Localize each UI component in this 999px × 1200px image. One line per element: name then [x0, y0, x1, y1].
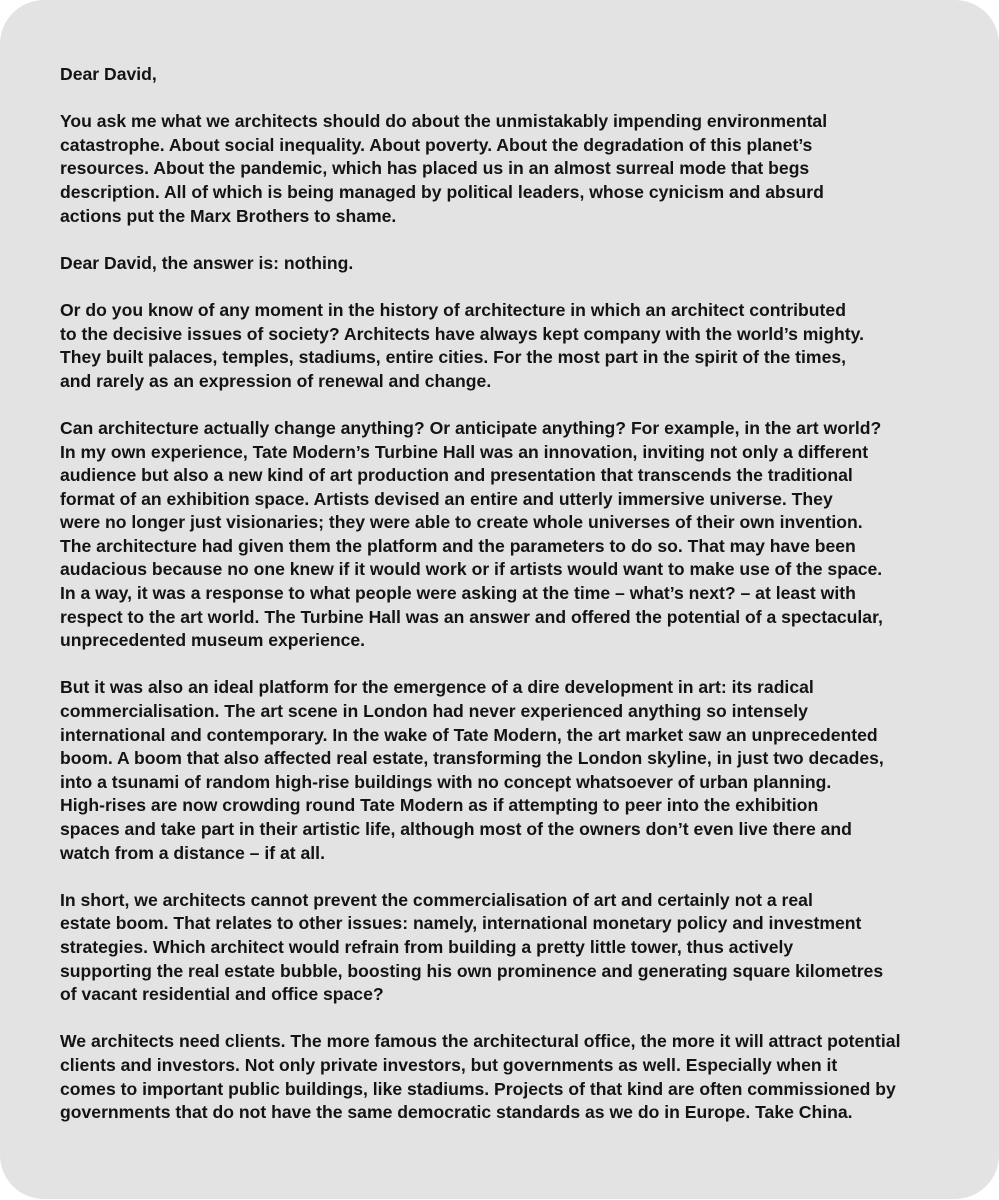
letter-body: [60, 63, 960, 1125]
letter-paragraph: You ask me what we architects should do about the unmistakably impending environmental catastrophe. About social inequality. About poverty. About the degradation of this planet’s resources. About the pandemic, which has placed us in an almost surreal mode that begs description. All of which is being managed by political leaders, whose cynicism and absurd actions put the Marx Brothers to shame.: [60, 111, 828, 226]
letter-salutation: Dear David,: [60, 64, 157, 84]
letter-paragraph: Or do you know of any moment in the history of architecture in which an architect contributed to the decisive issues of society? Architects have always kept company with the world’s mighty. They built palaces, temples, stadiums, entire cities. For the most part in the spirit of the times, and rarely as an expression of renewal and change.: [60, 299, 865, 391]
letter-paragraph: In short, we architects cannot prevent the commercialisation of art and certainly not a real estate boom. That relates to other issues: namely, international monetary policy and investment strategies. Which architect would refrain from building a pretty little tower, thus actively supporting the real estate bubble, boosting his own prominence and generating square kilometres of vacant residential and office space?: [60, 889, 884, 1005]
letter-paragraph: But it was also an ideal platform for the emergence of a dire development in art: its radical commercialisation. The art scene in London had never experienced anything so intensely international and contemporary. In the wake of Tate Modern, the art market saw an unprecedented boom. A boom that also affected real estate, transforming the London skyline, in just two decades, into a tsunami of random high-rise buildings with no concept whatsoever of urban planning. High-rises are now crowding round Tate Modern as if attempting to peer into the exhibition spaces and take part in their artistic life, although most of the owners don’t even live there and watch from a distance – if at all.: [60, 677, 884, 863]
letter-paragraph: We architects need clients. The more famous the architectural office, the more it will attract potential clients and investors. Not only private investors, but governments as well. Especially when it comes to important public buildings, like stadiums. Projects of that kind are often commissioned by governments that do not have the same democratic standards as we do in Europe. Take China.: [60, 1031, 901, 1123]
letter-paragraph: Dear David, the answer is: nothing.: [60, 252, 354, 273]
letter-paragraph: Can architecture actually change anything? Or anticipate anything? For example, in the art world? In my own experience, Tate Modern’s Turbine Hall was an innovation, inviting not only a different audience but also a new kind of art production and presentation that transcends the traditional format of an exhibition space. Artists devised an entire and utterly immersive universe. They were no longer just visionaries; they were able to create whole universes of their own invention. The architecture had given them the platform and the parameters to do so. That may have been audacious because no one knew if it would work or if artists would want to make use of the space. In a way, it was a response to what people were asking at the time – what’s next? – at least with respect to the art world. The Turbine Hall was an answer and offered the potential of a spectacular, unprecedented museum experience.: [60, 417, 883, 651]
